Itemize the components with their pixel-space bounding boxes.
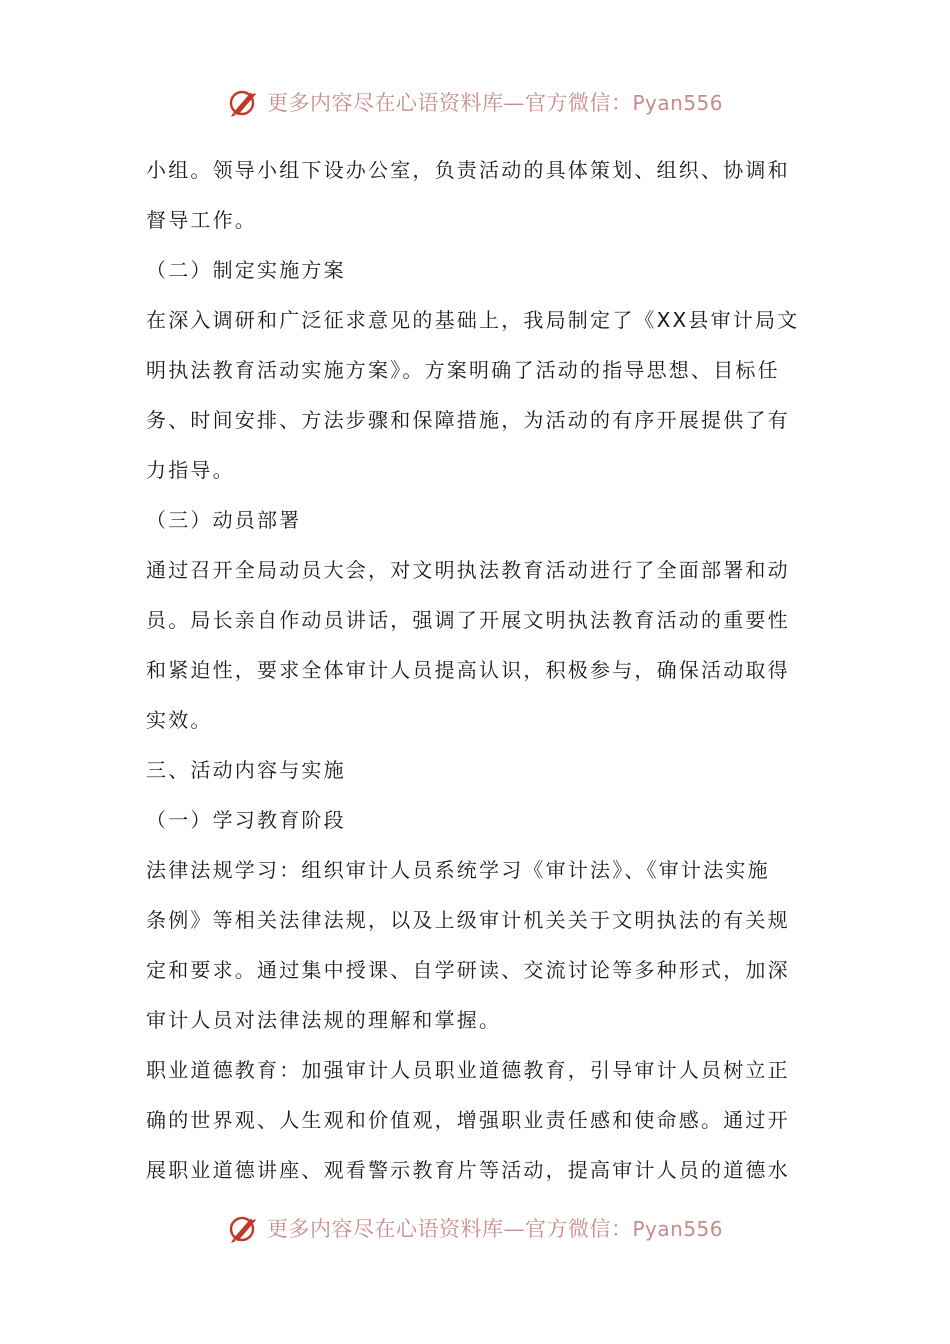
watermark-label: 更多内容尽在心语资料库—官方微信： xyxy=(266,1217,633,1241)
watermark-wechat-id: Pyan556 xyxy=(632,91,723,115)
watermark-text xyxy=(267,87,723,117)
section-heading: （三）动员部署 xyxy=(146,508,302,532)
watermark-text xyxy=(267,1213,723,1243)
watermark-wechat-id: Pyan556 xyxy=(632,1217,723,1241)
text-line: 力指导。 xyxy=(146,458,235,482)
text-line: 员。局长亲自作动员讲话，强调了开展文明执法教育活动的重要性 xyxy=(146,608,790,632)
text-line: 展职业道德讲座、观看警示教育片等活动，提高审计人员的道德水 xyxy=(146,1158,790,1182)
section-heading: 三、活动内容与实施 xyxy=(146,758,346,782)
text-line: 小组。领导小组下设办公室，负责活动的具体策划、组织、协调和 xyxy=(146,158,790,182)
text-line: 定和要求。通过集中授课、自学研读、交流讨论等多种形式，加深 xyxy=(146,958,790,982)
text-line: 通过召开全局动员大会，对文明执法教育活动进行了全面部署和动 xyxy=(146,558,790,582)
text-line: 条例》等相关法律法规，以及上级审计机关关于文明执法的有关规 xyxy=(146,908,790,932)
pen-nib-logo-icon xyxy=(227,1211,261,1245)
text-line: 审计人员对法律法规的理解和掌握。 xyxy=(146,1008,502,1032)
text-line: 务、时间安排、方法步骤和保障措施，为活动的有序开展提供了有 xyxy=(146,408,790,432)
text-line: 督导工作。 xyxy=(146,208,257,232)
text-line: 实效。 xyxy=(146,708,213,732)
text-line: 职业道德教育：加强审计人员职业道德教育，引导审计人员树立正 xyxy=(146,1058,790,1082)
text-line: 在深入调研和广泛征求意见的基础上，我局制定了《XX县审计局文 xyxy=(146,308,800,332)
text-line: 法律法规学习：组织审计人员系统学习《审计法》、《审计法实施 xyxy=(146,858,770,882)
header-watermark xyxy=(0,82,950,122)
text-line: 确的世界观、人生观和价值观，增强职业责任感和使命感。通过开 xyxy=(146,1108,790,1132)
footer-watermark xyxy=(0,1208,950,1248)
watermark-label: 更多内容尽在心语资料库—官方微信： xyxy=(266,91,633,115)
text-line: 明执法教育活动实施方案》。方案明确了活动的指导思想、目标任 xyxy=(146,358,780,382)
pen-nib-logo-icon xyxy=(227,85,261,119)
section-heading: （二）制定实施方案 xyxy=(146,258,346,282)
document-body xyxy=(146,145,808,1195)
text-line: 和紧迫性，要求全体审计人员提高认识，积极参与，确保活动取得 xyxy=(146,658,790,682)
section-heading: （一）学习教育阶段 xyxy=(146,808,346,832)
